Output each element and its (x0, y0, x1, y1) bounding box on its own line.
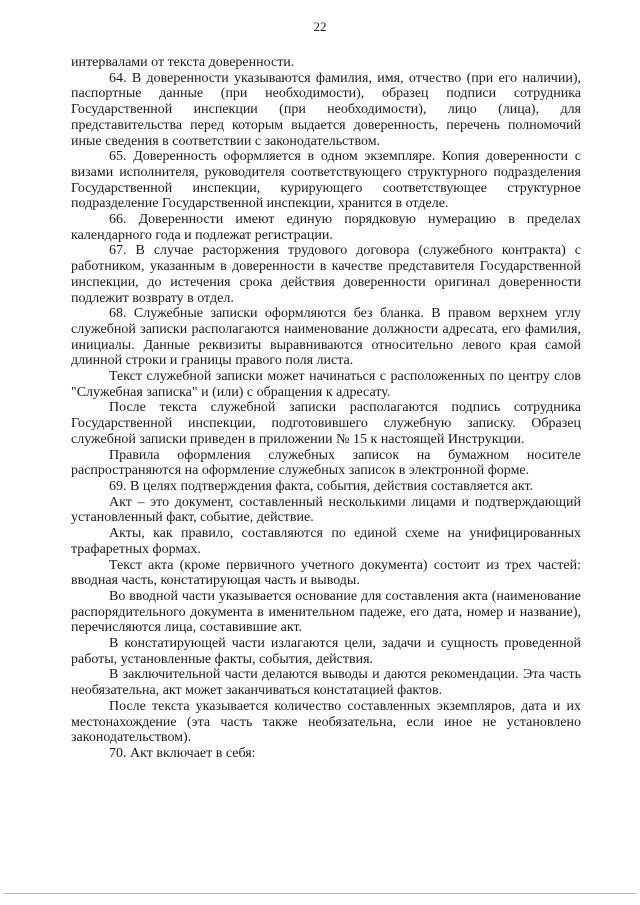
paragraph-act-intro: Во вводной части указывается основание для составления акта (наименование распорядительного документа в именительном падеже, его дата, номер и название), перечисляются лица, составившие акт. (71, 588, 581, 636)
paragraph-act-conclusion: В заключительной части делаются выводы и даются рекомендации. Эта часть необязательна, акт может заканчиваться констатацией фактов. (71, 667, 581, 699)
paragraph-64: 64. В доверенности указываются фамилия, имя, отчество (при его наличии), паспортные данные (при необходимости), образец подписи сотрудника Государственной инспекции (при необходимости), лицо (лица), для представительства перед которым выдается доверенность, перечень полномочий иные сведения в соответствии с законодательством. (71, 70, 581, 149)
document-text (71, 55, 581, 762)
paragraph-68: 68. Служебные записки оформляются без бланка. В правом верхнем углу служебной записки располагаются наименование должности адресата, его фамилия, инициалы. Данные реквизиты выравниваются относительно левого края самой длинной строки и границы правого поля листа. (71, 306, 581, 369)
paragraph-act-definition: Акт – это документ, составленный несколькими лицами и подтверждающий установленный факт, событие, действие. (71, 494, 581, 526)
paragraph-66: 66. Доверенности имеют единую порядковую нумерацию в пределах календарного года и подлежат регистрации. (71, 212, 581, 243)
paragraph-act-copies: После текста указывается количество составленных экземпляров, дата и их местонахождение (эта часть также необязательна, если иное не установлено законодательством). (71, 698, 581, 746)
paragraph-act-forms: Акты, как правило, составляются по единой схеме на унифицированных трафаретных формах. (71, 526, 581, 557)
paragraph-act-structure: Текст акта (кроме первичного учетного документа) состоит из трех частей: вводная часть, констатирующая часть и выводы. (71, 557, 581, 589)
paragraph-continuation: интервалами от текста доверенности. (71, 55, 295, 70)
paragraph-memo-text: Текст служебной записки может начинаться с расположенных по центру слов "Служебная записка" и (или) с обращения к адресату. (71, 369, 581, 400)
bottom-rule (4, 893, 636, 894)
paragraph-69: 69. В целях подтверждения факта, события, действия составляется акт. (109, 478, 534, 494)
paragraph-70: 70. Акт включает в себя: (109, 745, 256, 761)
paragraph-67: 67. В случае расторжения трудового договора (служебного контракта) с работником, указанным в доверенности в качестве представителя Государственной инспекции, до истечения срока действия доверенности оригинал доверенности подлежит возврату в отдел. (71, 243, 581, 306)
paragraph-act-statement: В констатирующей части излагаются цели, задачи и сущность проведенной работы, установленные факты, события, действия. (71, 636, 581, 667)
paragraph-memo-signature: После текста служебной записки располагаются подпись сотрудника Государственной инспекции, подготовившего служебную записку. Образец служебной записки приведен в приложении № 15 к настоящей Инструкции. (71, 400, 581, 447)
page-number: 22 (313, 19, 327, 34)
paragraph-65: 65. Доверенность оформляется в одном экземпляре. Копия доверенности с визами исполнителя, руководителя соответствующего структурного подразделения Государственной инспекции, курирующего соответствующее структурное подразделение Государственной инспекции, хранится в отделе. (71, 149, 581, 212)
paragraph-memo-electronic: Правила оформления служебных записок на бумажном носителе распространяются на оформление служебных записок в электронной форме. (71, 447, 581, 479)
